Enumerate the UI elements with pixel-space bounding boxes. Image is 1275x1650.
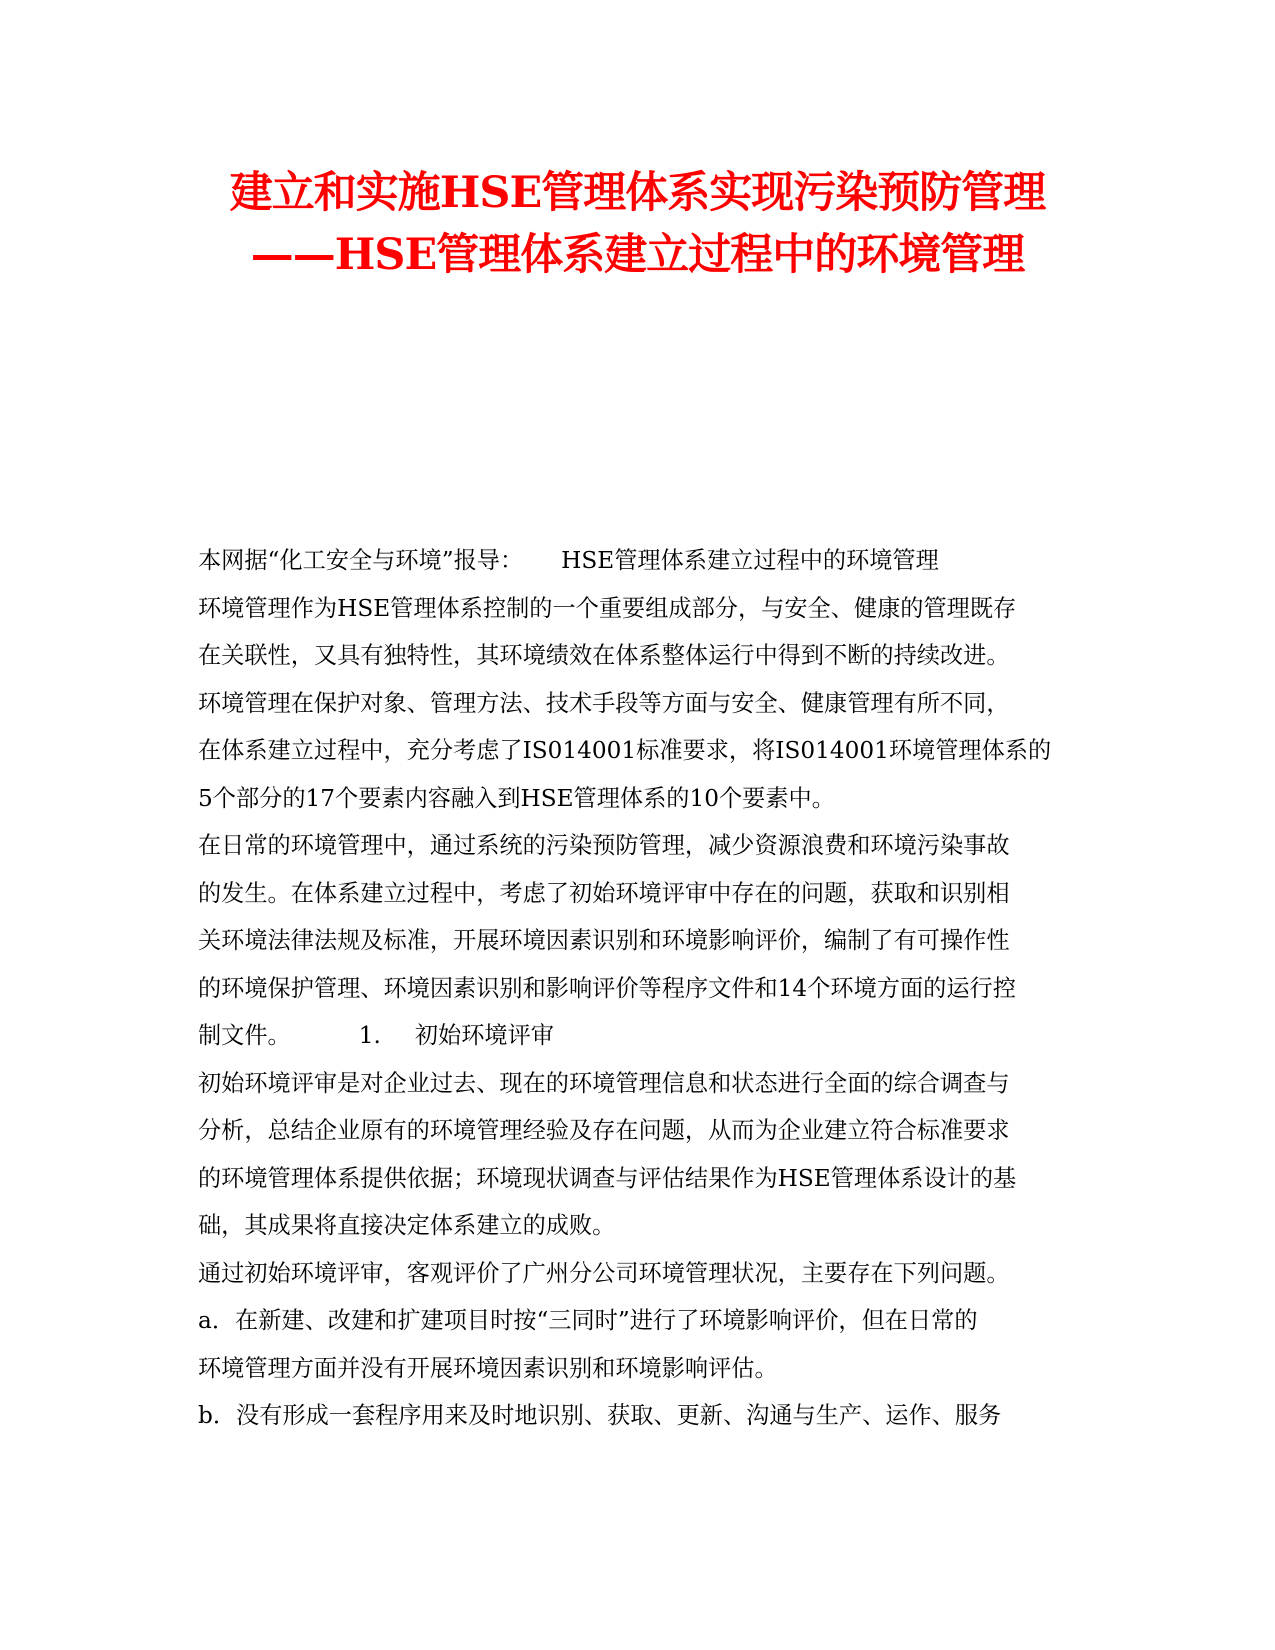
section-title: 初始环境评审 xyxy=(414,1022,554,1049)
title-line-1: 建立和实施HSE管理体系实现污染预防管理 xyxy=(229,168,1046,218)
intro-source: HSE管理体系建立过程中的环境管理 xyxy=(561,547,939,574)
body-line: 的环境保护管理、环境因素识别和影响评价等程序文件和14个环境方面的运行控 xyxy=(198,974,1016,1002)
document-body xyxy=(198,537,1078,1440)
body-line: 分析，总结企业原有的环境管理经验及存在问题，从而为企业建立符合标准要求 xyxy=(198,1117,1010,1144)
section-heading-line xyxy=(198,1012,1078,1060)
body-line: 环境管理作为HSE管理体系控制的一个重要组成部分，与安全、健康的管理既存 xyxy=(198,594,1017,622)
body-line: 在体系建立过程中，充分考虑了IS014001标准要求，将IS014001环境管理体系的 xyxy=(198,737,1052,764)
body-line: 关环境法律法规及标准，开展环境因素识别和环境影响评价，编制了有可操作性 xyxy=(198,927,1010,954)
body-line: 初始环境评审是对企业过去、现在的环境管理信息和状态进行全面的综合调查与 xyxy=(198,1069,1010,1097)
body-line: 的发生。在体系建立过程中，考虑了初始环境评审中存在的问题，获取和识别相 xyxy=(198,879,1010,907)
body-line: 通过初始环境评审，客观评价了广州分公司环境管理状况，主要存在下列问题。 xyxy=(198,1259,1010,1287)
section-number: 1. xyxy=(358,1022,381,1049)
title-line-2: ——HSE管理体系建立过程中的环境管理 xyxy=(250,230,1025,280)
list-item-a: a．在新建、改建和扩建项目时按“三同时”进行了环境影响评价，但在日常的 xyxy=(198,1307,978,1334)
section-lead: 制文件。 xyxy=(198,1022,291,1049)
body-line: 的环境管理体系提供依据；环境现状调查与评估结果作为HSE管理体系设计的基 xyxy=(198,1164,1017,1192)
list-item-b: b．没有形成一套程序用来及时地识别、获取、更新、沟通与生产、运作、服务 xyxy=(198,1402,1002,1429)
body-line: 础，其成果将直接决定体系建立的成败。 xyxy=(198,1212,616,1239)
document-title xyxy=(0,162,1275,286)
body-line: 环境管理在保护对象、管理方法、技术手段等方面与安全、健康管理有所不同， xyxy=(198,689,1010,717)
body-line: 在关联性，又具有独特性，其环境绩效在体系整体运行中得到不断的持续改进。 xyxy=(198,642,1010,669)
intro-lead: 本网据“化工安全与环境”报导： xyxy=(198,547,524,574)
body-line: 5个部分的17个要素内容融入到HSE管理体系的10个要素中。 xyxy=(198,784,835,812)
body-line: 在日常的环境管理中，通过系统的污染预防管理，减少资源浪费和环境污染事故 xyxy=(198,832,1010,859)
intro-line xyxy=(198,537,1078,585)
body-line: 环境管理方面并没有开展环境因素识别和环境影响评估。 xyxy=(198,1354,778,1382)
